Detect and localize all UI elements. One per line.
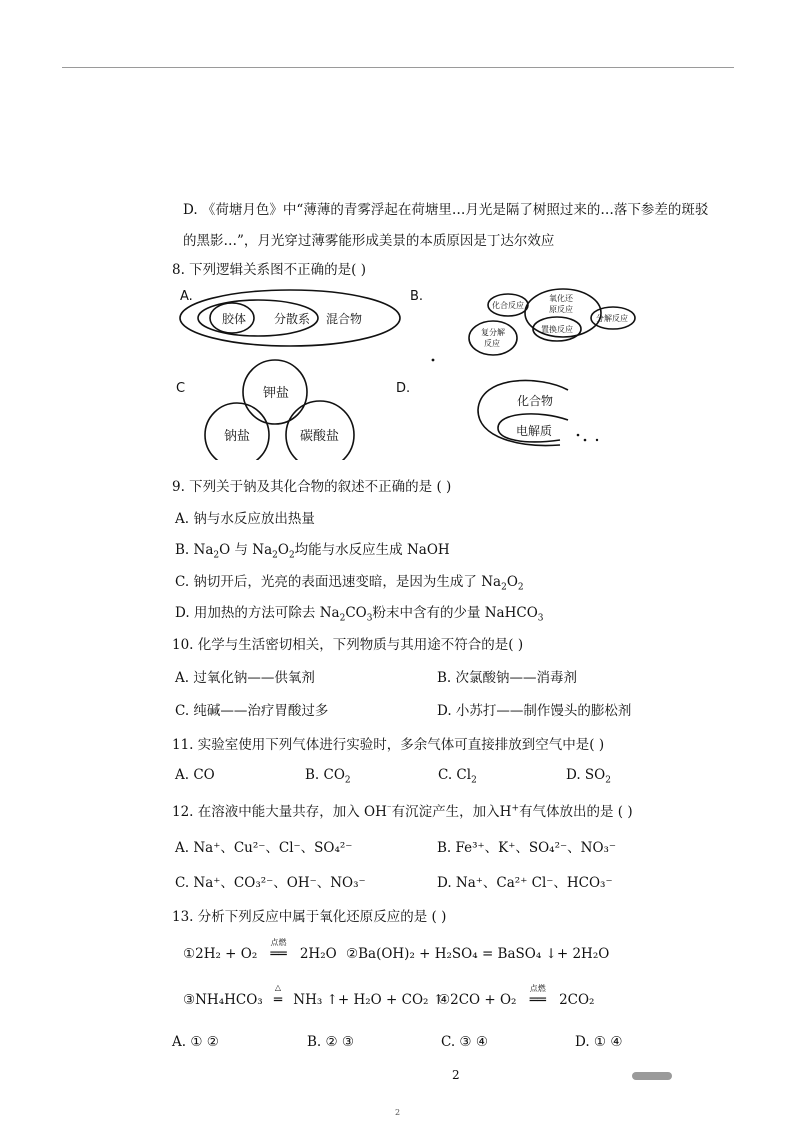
q7-option-d-line1: D. 《荷塘月色》中“薄薄的青雾浮起在荷塘里…月光是隔了树照过来的…落下参差的斑驳 — [183, 202, 709, 218]
q13-option-a: A. ① ② — [172, 1034, 219, 1050]
q9-option-a: A. 钠与水反应放出热量 — [175, 511, 315, 527]
q12-option-d: D. Na⁺、Ca²⁺ Cl⁻、HCO₃⁻ — [437, 875, 613, 891]
q12-option-a: A. Na⁺、Cu²⁻、Cl⁻、SO₄²⁻ — [175, 840, 353, 856]
q8-a-inner-text: 胶体 — [222, 312, 247, 326]
page-number: 2 — [452, 1068, 460, 1082]
q13-option-b: B. ② ③ — [307, 1034, 354, 1050]
q8-b-text-3: 分解反应 — [596, 314, 628, 323]
q13-option-c: C. ③ ④ — [441, 1034, 488, 1050]
q10-stem: 10. 化学与生活密切相关，下列物质与其用途不符合的是( ) — [172, 637, 524, 653]
header-rule — [62, 67, 734, 68]
q8-c-top-text: 钾盐 — [263, 386, 290, 401]
q13-reaction-4: ④2CO + O₂ 点燃 ══ 2CO₂ — [438, 984, 595, 1008]
q7-option-d-line2: 的黑影…”，月光穿过薄雾能形成美景的本质原因是丁达尔效应 — [183, 233, 555, 249]
q8-d-inner-text: 电解质 — [516, 424, 553, 438]
q8-c-label: C — [176, 381, 186, 396]
q8-diagrams — [0, 280, 794, 460]
q8-a-middle-text: 分散系 — [274, 312, 311, 326]
scroll-indicator[interactable] — [632, 1072, 672, 1080]
q8-b-text-2b: 原反应 — [549, 305, 573, 314]
q12-option-b: B. Fe³⁺、K⁺、SO₄²⁻、NO₃⁻ — [437, 840, 617, 856]
q9-option-c: C. 钠切开后，光亮的表面迅速变暗，是因为生成了 $Na_2O_2$ — [175, 574, 524, 593]
q9-option-d: D. 用加热的方法可除去 $Na_2CO_3$粉末中含有的少量 NaHCO$_3$ — [175, 605, 544, 624]
q9-option-b: B. $Na_2O$ 与 $Na_2O_2$均能与水反应生成 NaOH — [175, 542, 450, 561]
q8-a-outer-text: 混合物 — [326, 312, 363, 326]
q13-reaction-2: ②Ba(OH)₂ + H₂SO₄ = BaSO₄ ↓+ 2H₂O — [346, 946, 610, 962]
q10-option-b: B. 次氯酸钠——消毒剂 — [437, 670, 578, 686]
q8-b-ellipse-4 — [469, 321, 517, 355]
q10-option-d: D. 小苏打——制作馒头的膨松剂 — [437, 703, 632, 719]
q8-d-outer-text: 化合物 — [517, 394, 554, 408]
q13-reaction-1: ①2H₂ + O₂ 点燃 ══ 2H₂O — [183, 938, 337, 962]
q11-option-c: C. $Cl_2$ — [438, 767, 477, 786]
q8-b-text-2a: 氧化还 — [549, 294, 573, 303]
q8-b-text-4a: 复分解 — [481, 328, 505, 337]
q10-option-a: A. 过氧化钠——供氧剂 — [175, 670, 315, 686]
q8-stem: 8. 下列逻辑关系图不正确的是( ) — [172, 262, 366, 278]
q11-stem: 11. 实验室使用下列气体进行实验时，多余气体可直接排放到空气中是( ) — [172, 737, 605, 753]
q8-c-left-text: 钠盐 — [224, 429, 251, 444]
q8-b-text-5: 置换反应 — [541, 325, 573, 334]
q9-stem: 9. 下列关于钠及其化合物的叙述不正确的是 ( ) — [172, 479, 452, 495]
tiny-page-number: 2 — [395, 1108, 401, 1117]
q8-b-label: B. — [410, 289, 424, 304]
q8-d-label: D. — [396, 381, 411, 396]
q8-b-text-1: 化合反应 — [492, 301, 524, 310]
q12-stem: 12. 在溶液中能大量共存，加入 OH⁻有沉淀产生，加入H+有气体放出的是 ( ) — [172, 803, 633, 820]
q11-option-b: B. $CO_2$ — [305, 767, 351, 786]
q13-reaction-3: ③NH₄HCO₃ △ ═ NH₃ ↑+ H₂O + CO₂ ↑ — [183, 983, 445, 1008]
q13-stem: 13. 分析下列反应中属于氧化还原反应的是 ( ) — [172, 909, 447, 925]
q11-option-a: A. CO — [175, 767, 215, 783]
q11-option-d: D. $SO_2$ — [566, 767, 611, 786]
q10-option-c: C. 纯碱——治疗胃酸过多 — [175, 703, 329, 719]
q13-option-d: D. ① ④ — [575, 1034, 623, 1050]
q8-a-label: A. — [180, 289, 193, 304]
q8-c-right-text: 碳酸盐 — [300, 429, 340, 444]
q8-b-text-4b: 反应 — [484, 339, 500, 348]
q12-option-c: C. Na⁺、CO₃²⁻、OH⁻、NO₃⁻ — [175, 875, 366, 891]
